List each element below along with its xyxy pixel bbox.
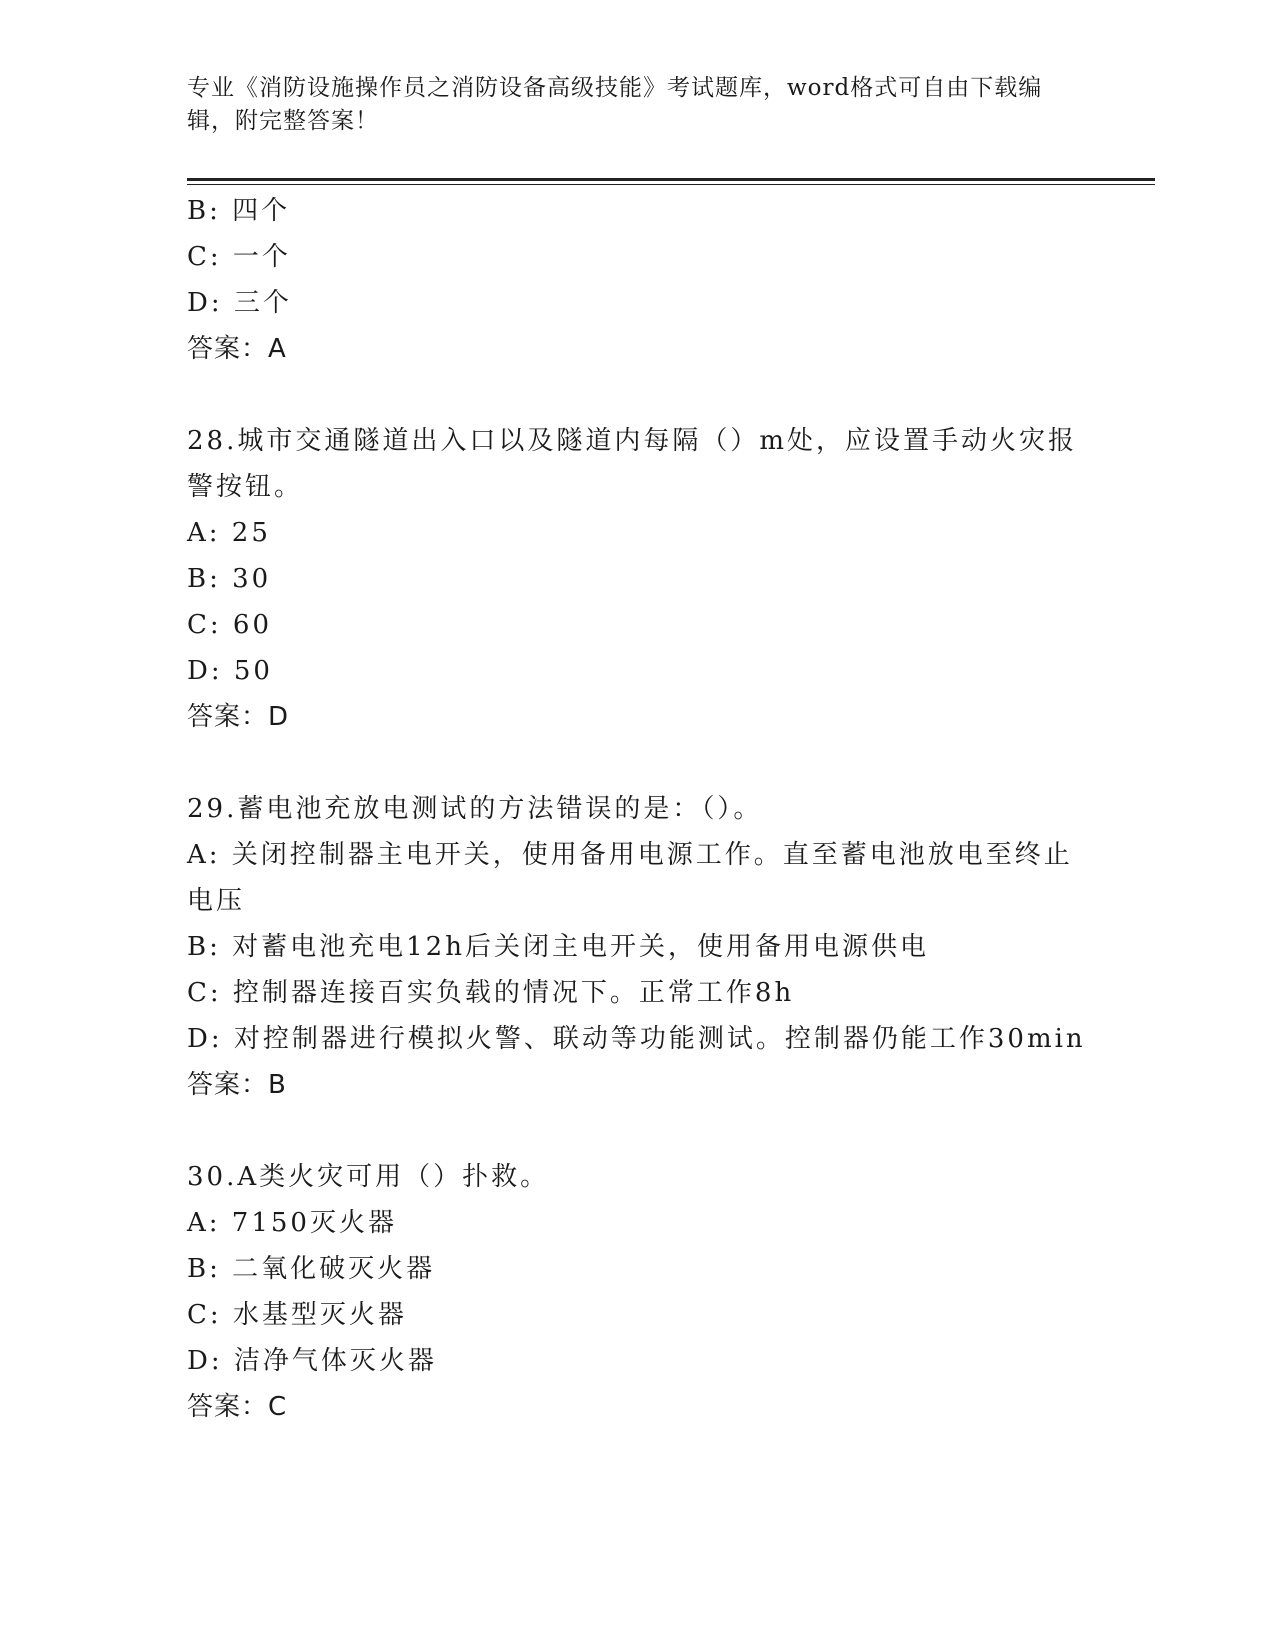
- option-c: C: 控制器连接百实负载的情况下。正常工作8h: [187, 978, 795, 1008]
- option-a: A: 关闭控制器主电开关，使用备用电源工作。直至蓄电池放电至终止电压: [187, 840, 1073, 916]
- spacer: [187, 1108, 1087, 1154]
- question-stem: 28.城市交通隧道出入口以及隧道内每隔（）m处，应设置手动火灾报警按钮。: [187, 426, 1078, 502]
- option-d: D: 三个: [187, 288, 292, 318]
- spacer: [187, 372, 1087, 418]
- answer: 答案：C: [187, 1392, 288, 1422]
- option-a: A: 7150灭火器: [187, 1208, 397, 1238]
- option-c: C: 水基型灭火器: [187, 1300, 407, 1330]
- question-list: [187, 188, 1087, 1430]
- option-d: D: 洁净气体灭火器: [187, 1346, 437, 1376]
- answer: 答案：D: [187, 702, 290, 732]
- question-29: [187, 786, 1087, 1108]
- option-c: C: 60: [187, 610, 273, 640]
- option-b: B: 对蓄电池充电12h后关闭主电开关，使用备用电源供电: [187, 932, 929, 962]
- page-header: 专业《消防设施操作员之消防设备高级技能》考试题库，word格式可自由下载编辑，附完整答案！: [187, 75, 1043, 134]
- option-b: B: 30: [187, 564, 272, 594]
- option-b: B: 四个: [187, 196, 291, 226]
- header-rule-thick: [187, 178, 1155, 181]
- option-d: D: 对控制器进行模拟火警、联动等功能测试。控制器仍能工作30min: [187, 1024, 1086, 1054]
- question-30: [187, 1154, 1087, 1430]
- answer: 答案：A: [187, 334, 287, 364]
- header-rule-thin: [187, 184, 1155, 185]
- spacer: [187, 740, 1087, 786]
- question-stem: 30.A类火灾可用（）扑救。: [187, 1162, 550, 1192]
- question-stem: 29.蓄电池充放电测试的方法错误的是：（）。: [187, 794, 763, 824]
- option-b: B: 二氧化破灭火器: [187, 1254, 436, 1284]
- question-27: [187, 188, 1087, 372]
- question-28: [187, 418, 1087, 740]
- option-c: C: 一个: [187, 242, 291, 272]
- option-d: D: 50: [187, 656, 273, 686]
- answer: 答案：B: [187, 1070, 287, 1100]
- option-a: A: 25: [187, 518, 271, 548]
